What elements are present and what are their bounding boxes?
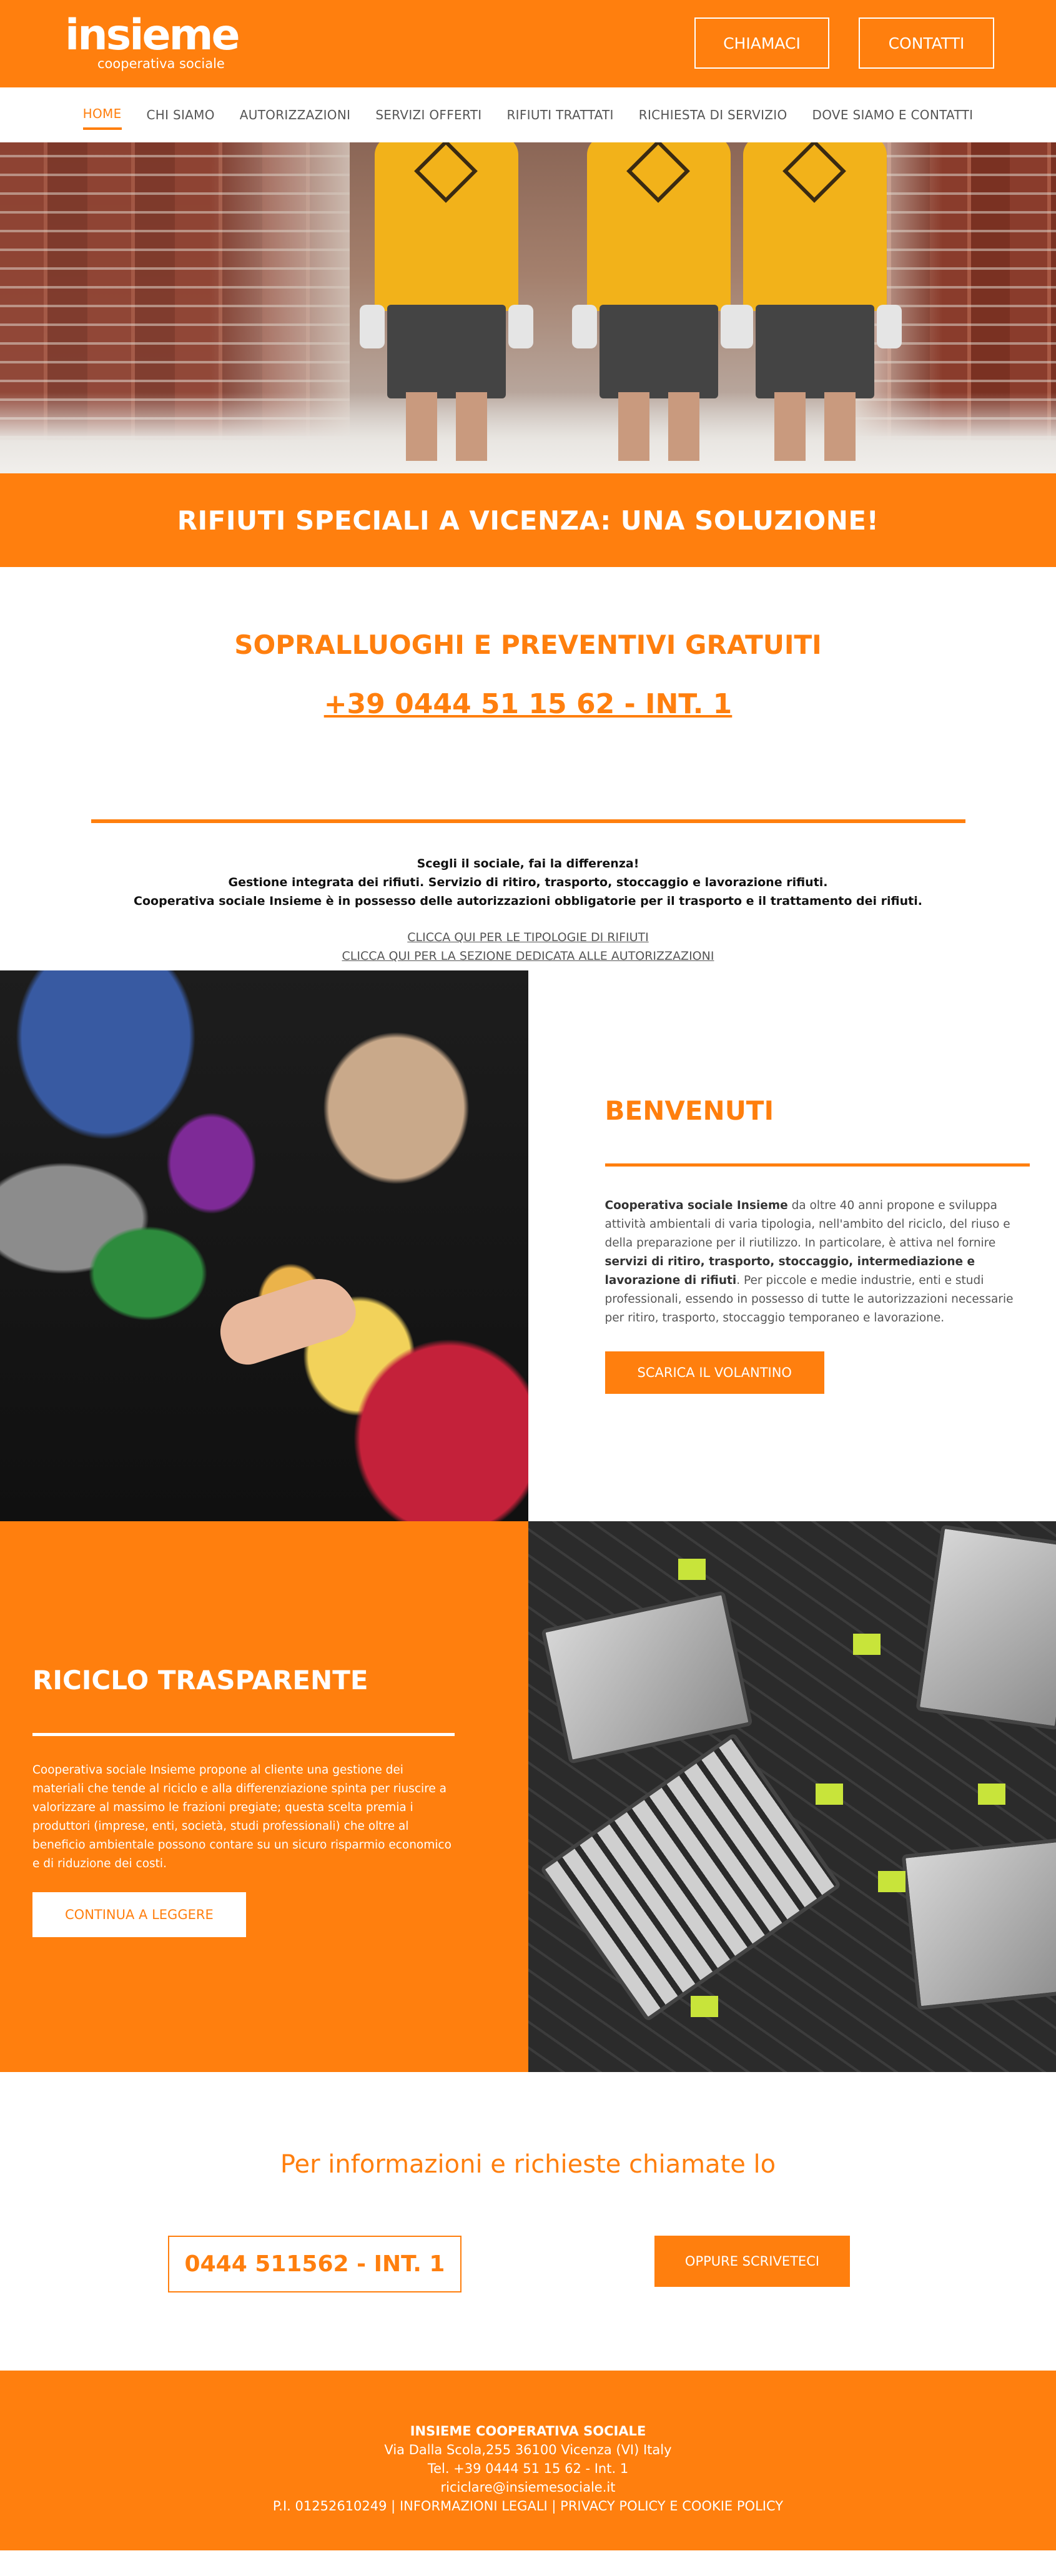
welcome-section [0, 970, 1056, 1521]
hero-banner [0, 473, 1056, 567]
cta-title: Per informazioni e richieste chiamate lo [280, 2150, 776, 2179]
download-flyer-button[interactable]: SCARICA IL VOLANTINO [605, 1351, 824, 1394]
welcome-rule [605, 1163, 1030, 1167]
info-line-2: Gestione integrata dei rifiuti. Servizio di ritiro, trasporto, stoccaggio e lavorazione rifiuti. [228, 876, 828, 889]
write-us-button[interactable]: OPPURE SCRIVETECI [654, 2236, 850, 2287]
quote-phone-link[interactable]: +39 0444 51 15 62 - INT. 1 [323, 688, 733, 720]
link-autorizzazioni[interactable]: CLICCA QUI PER LA SEZIONE DEDICATA ALLE AUTORIZZAZIONI [342, 949, 714, 963]
recycle-content [0, 1521, 528, 2072]
welcome-strong-1: Cooperativa sociale Insieme [604, 1199, 788, 1212]
welcome-content [528, 970, 1056, 1521]
hero-image [0, 142, 1056, 473]
worker-figure [368, 142, 525, 461]
recycle-rule [32, 1733, 455, 1736]
info-line-3: Cooperativa sociale Insieme è in possesso delle autorizzazioni obbligatorie per il trasporto e il trattamento dei rifiuti. [134, 894, 922, 908]
nav-item-home[interactable]: HOME [83, 100, 122, 130]
read-more-button[interactable]: CONTINUA A LEGGERE [32, 1892, 246, 1937]
site-header [0, 0, 1056, 87]
welcome-text-2: . Per piccole e medie industrie, enti e studi professionali, essendo in possesso di tutte le autorizzazioni necessarie per ritiro, trasporto, stoccaggio temporaneo e lavorazione. [604, 1274, 1014, 1325]
footer-vat: P.I. 01252610249 [272, 2499, 387, 2514]
footer-email-link[interactable]: riciclare@insiemesociale.it [440, 2480, 616, 2495]
welcome-text-1: da oltre 40 anni propone e sviluppa attività ambientali di varia tipologia, nell'ambito del riciclo, del riuso e della preparazione per il riutilizzo. In particolare, è attiva nel fornire [604, 1199, 1010, 1250]
footer-separator: | [387, 2499, 400, 2514]
contact-cta [0, 2072, 1056, 2371]
nav-item-chi-siamo[interactable]: CHI SIAMO [146, 107, 215, 122]
hard-drives-image [528, 1521, 1056, 2072]
info-section [0, 823, 1056, 970]
nav-item-rifiuti-trattati[interactable]: RIFIUTI TRATTATI [506, 107, 614, 122]
nav-item-richiesta-servizio[interactable]: RICHIESTA DI SERVIZIO [638, 107, 787, 122]
footer-legal-line [0, 2497, 1056, 2515]
logo-tagline: cooperativa sociale [97, 56, 225, 71]
worker-figure [581, 142, 737, 461]
clothes-image [0, 970, 528, 1521]
hand-shape [212, 1269, 362, 1371]
hero-ground [0, 392, 1056, 473]
footer-separator: | [547, 2499, 561, 2514]
welcome-title: BENVENUTI [604, 1095, 774, 1126]
quote-title: SOPRALLUOGHI E PREVENTIVI GRATUITI [234, 629, 822, 660]
recycle-title: RICICLO TRASPARENTE [32, 1665, 368, 1695]
quote-section [0, 567, 1056, 819]
site-footer [0, 2371, 1056, 2550]
link-tipologie-rifiuti[interactable]: CLICCA QUI PER LE TIPOLOGIE DI RIFIUTI [407, 930, 649, 944]
logo-wordmark: insieme [65, 11, 239, 60]
call-button[interactable]: CHIAMACI [694, 17, 829, 69]
recycle-section [0, 1521, 1056, 2072]
welcome-strong-2: servizi di ritiro, trasporto, stoccaggio, intermediazione e lavorazione di rifiuti [604, 1255, 975, 1287]
cta-phone-button[interactable]: 0444 511562 - INT. 1 [168, 2236, 461, 2292]
nav-item-autorizzazioni[interactable]: AUTORIZZAZIONI [239, 107, 351, 122]
footer-address: Via Dalla Scola,255 36100 Vicenza (VI) Italy [384, 2442, 672, 2457]
nav-item-dove-siamo[interactable]: DOVE SIAMO E CONTATTI [812, 107, 974, 122]
recycle-text: Cooperativa sociale Insieme propone al cliente una gestione dei materiali che tende al riciclo e alla differenziazione spinta per riuscire a valorizzare al massimo le frazioni pregiate; questa scelta premia i produttori (imprese, enti, società, studi professionali) che oltre al beneficio ambientale possono contare su un sicuro risparmio economico e di riduzione dei costi. [32, 1764, 452, 1870]
nav-item-servizi-offerti[interactable]: SERVIZI OFFERTI [375, 107, 482, 122]
footer-privacy-link[interactable]: PRIVACY POLICY E COOKIE POLICY [560, 2499, 784, 2514]
footer-phone: Tel. +39 0444 51 15 62 - Int. 1 [427, 2461, 629, 2476]
main-nav [0, 87, 1056, 142]
info-line-1: Scegli il sociale, fai la differenza! [417, 857, 639, 871]
banner-title: RIFIUTI SPECIALI A VICENZA: UNA SOLUZIONE! [177, 505, 879, 536]
contact-button[interactable]: CONTATTI [859, 17, 994, 69]
footer-legal-link[interactable]: INFORMAZIONI LEGALI [399, 2499, 548, 2514]
site-logo[interactable] [65, 11, 239, 71]
footer-company-name: INSIEME COOPERATIVA SOCIALE [410, 2424, 646, 2439]
worker-figure [737, 142, 893, 461]
welcome-text [605, 1197, 1030, 1328]
